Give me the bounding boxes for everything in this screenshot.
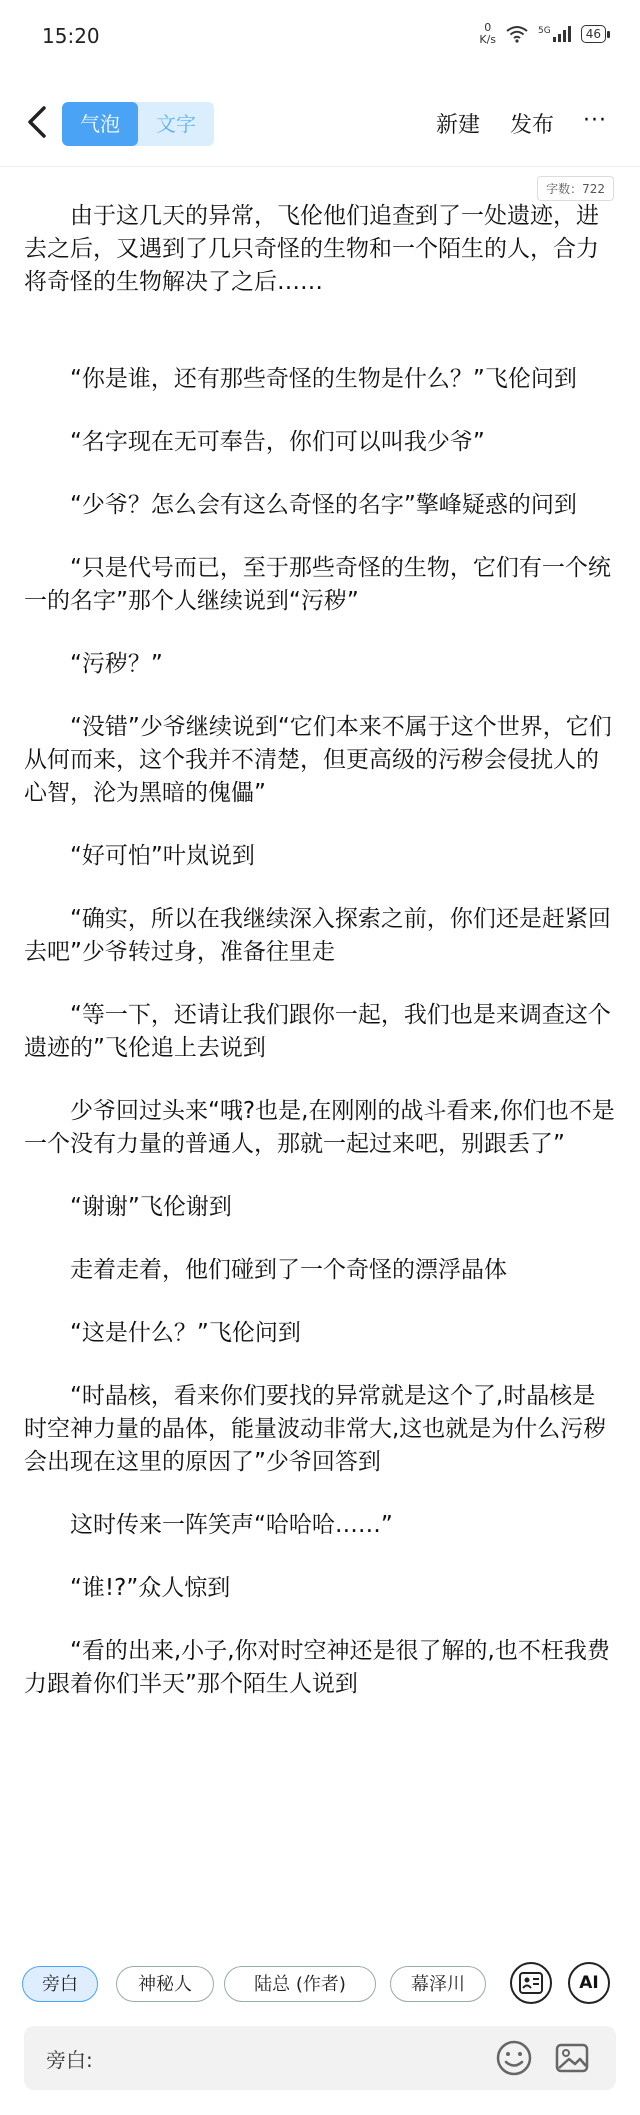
chip-muzechuan[interactable]: 幕泽川 bbox=[390, 1966, 486, 2002]
chip-narrator[interactable]: 旁白 bbox=[22, 1966, 98, 2002]
tab-text[interactable]: 文字 bbox=[156, 112, 196, 136]
role-list-icon bbox=[519, 1972, 543, 1994]
wifi-icon bbox=[506, 25, 528, 43]
image-icon[interactable] bbox=[552, 2038, 592, 2078]
signal-label: 5G bbox=[538, 26, 551, 36]
chip-author[interactable]: 陆总 (作者) bbox=[224, 1966, 376, 2002]
new-button[interactable]: 新建 bbox=[436, 113, 481, 138]
story-paragraph: “好可怕”叶岚说到 bbox=[70, 843, 255, 869]
net-speed bbox=[479, 22, 496, 46]
story-paragraph: “你是谁，还有那些奇怪的生物是什么？”飞伦问到 bbox=[70, 366, 577, 392]
story-paragraph: “只是代号而已，至于那些奇怪的生物，它们有一个统一的名字”那个人继续说到“污秽” bbox=[24, 555, 611, 614]
status-icons bbox=[479, 22, 606, 46]
publish-button[interactable]: 发布 bbox=[510, 113, 555, 138]
status-time: 15:20 bbox=[42, 24, 100, 48]
story-paragraph: 这时传来一阵笑声“哈哈哈……” bbox=[70, 1512, 393, 1538]
chevron-left-icon bbox=[18, 102, 58, 142]
ai-button[interactable]: AI bbox=[568, 1962, 610, 2004]
top-nav bbox=[0, 88, 640, 156]
tab-bubble[interactable]: 气泡 bbox=[62, 102, 138, 146]
signal-bars-icon bbox=[538, 26, 571, 42]
story-editor[interactable] bbox=[24, 200, 616, 1731]
net-speed-unit: K/s bbox=[479, 33, 497, 46]
word-count-badge: 字数：722 bbox=[537, 176, 614, 201]
story-paragraph: 少爷回过头来“哦?也是,在刚刚的战斗看来,你们也不是一个没有力量的普通人，那就一起过来吧，别跟丢了” bbox=[24, 1098, 615, 1157]
story-paragraph: “等一下，还请让我们跟你一起，我们也是来调查这个遗迹的”飞伦追上去说到 bbox=[24, 1002, 611, 1061]
more-button[interactable]: ··· bbox=[583, 108, 607, 133]
role-list-button[interactable] bbox=[510, 1962, 552, 2004]
story-paragraph: “谁!?”众人惊到 bbox=[70, 1575, 231, 1601]
story-paragraph: “确实，所以在我继续深入探索之前，你们还是赶紧回去吧”少爷转过身，准备往里走 bbox=[24, 906, 611, 965]
story-paragraph: 由于这几天的异常，飞伦他们追查到了一处遗迹，进去之后，又遇到了几只奇怪的生物和一个陌生的人，合力将奇怪的生物解决了之后…… bbox=[24, 203, 599, 295]
back-button[interactable] bbox=[18, 102, 58, 142]
mode-tabs bbox=[62, 102, 214, 146]
story-paragraph: “名字现在无可奉告，你们可以叫我少爷” bbox=[70, 429, 485, 455]
dialogue-input[interactable] bbox=[24, 2026, 616, 2090]
net-speed-value: 0 bbox=[484, 21, 492, 34]
status-bar bbox=[0, 0, 640, 70]
nav-divider bbox=[0, 166, 640, 167]
battery-indicator: 46 bbox=[581, 25, 606, 43]
character-chip-bar bbox=[0, 1960, 640, 2012]
story-paragraph: “谢谢”飞伦谢到 bbox=[70, 1194, 232, 1220]
story-paragraph: “没错”少爷继续说到“它们本来不属于这个世界，它们从何而来，这个我并不清楚，但更高级的污秽会侵扰人的心智，沦为黑暗的傀儡” bbox=[24, 714, 612, 806]
chip-mysterious-person[interactable]: 神秘人 bbox=[116, 1966, 214, 2002]
smile-icon[interactable] bbox=[494, 2038, 534, 2078]
story-paragraph: 走着走着，他们碰到了一个奇怪的漂浮晶体 bbox=[70, 1257, 507, 1283]
input-speaker-label: 旁白: bbox=[46, 2048, 93, 2072]
story-paragraph: “污秽？” bbox=[70, 651, 163, 677]
story-paragraph: “这是什么？”飞伦问到 bbox=[70, 1320, 301, 1346]
story-paragraph: “少爷？怎么会有这么奇怪的名字”擎峰疑惑的问到 bbox=[70, 492, 577, 518]
story-paragraph: “时晶核，看来你们要找的异常就是这个了,时晶核是时空神力量的晶体，能量波动非常大,这也就是为什么污秽会出现在这里的原因了”少爷回答到 bbox=[24, 1383, 607, 1475]
story-paragraph: “看的出来,小子,你对时空神还是很了解的,也不枉我费力跟着你们半天”那个陌生人说到 bbox=[24, 1638, 610, 1697]
